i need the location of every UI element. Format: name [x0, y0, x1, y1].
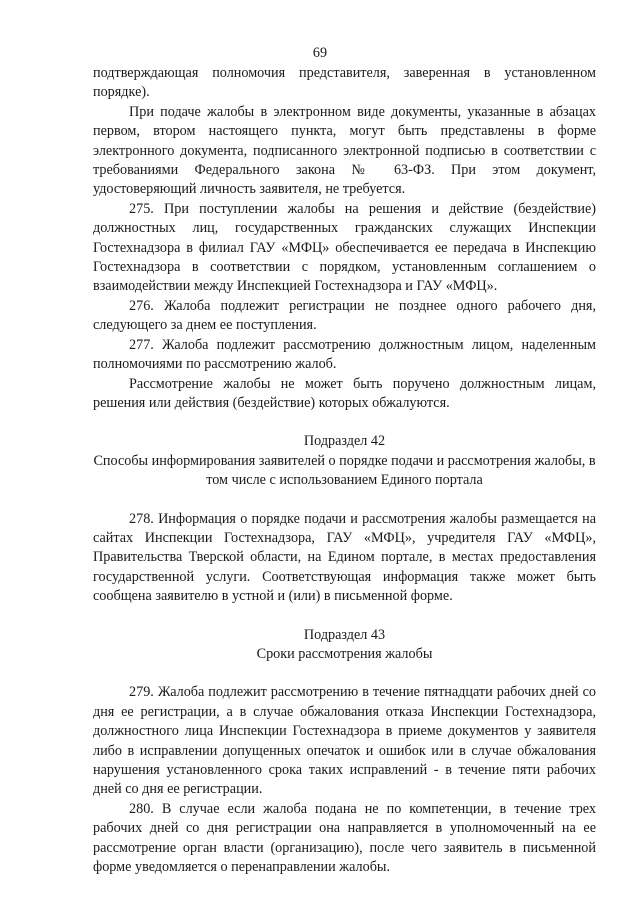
paragraph-280: 280. В случае если жалоба подана не по компетенции, в течение трех рабочих дней со дня регистрации она направляется в уполномоченный на ее рассмотрение орган власти (организацию), после чего заявитель в письменной форме уведомляется о перенаправлении жалобы.	[93, 800, 596, 876]
subsection-43-title: Сроки рассмотрения жалобы	[256, 645, 433, 662]
subsection-42-label: Подраздел 42	[303, 433, 386, 450]
paragraph-276: 276. Жалоба подлежит регистрации не позднее одного рабочего дня, следующего за днем ее поступления.	[93, 297, 596, 334]
page-body	[93, 64, 596, 877]
paragraph-277-continued: Рассмотрение жалобы не может быть поручено должностным лицам, решения или действия (бездействие) которых обжалуются.	[93, 375, 596, 411]
paragraph-277: 277. Жалоба подлежит рассмотрению должностным лицом, наделенным полномочиями по рассмотрению жалоб.	[93, 336, 596, 373]
paragraph-electronic-submission: При подаче жалобы в электронном виде документы, указанные в абзацах первом, втором настоящего пункта, могут быть представлены в форме электронного документа, подписанного электронной подписью в соответствии с требованиями Федерального закона № 63-ФЗ. При этом документ, удостоверяющий личность заявителя, не требуется.	[93, 103, 596, 198]
paragraph-275: 275. При поступлении жалобы на решения и действие (бездействие) должностных лиц, государственных гражданских служащих Инспекции Гостехнадзора в филиал ГАУ «МФЦ» обеспечивается ее передача в Инспекцию Гостехнадзора в соответствии с порядком, установленным соглашением о взаимодействии между Инспекцией Гостехнадзора и ГАУ «МФЦ».	[93, 200, 596, 295]
page-number: 69	[312, 45, 328, 61]
subsection-43-label: Подраздел 43	[303, 626, 386, 643]
paragraph-278: 278. Информация о порядке подачи и рассмотрения жалобы размещается на сайтах Инспекции Гостехнадзора, ГАУ «МФЦ», учредителя ГАУ «МФЦ», Правительства Тверской области, на Едином портале, в местах предоставления государственной услуги. Соответствующая информация также может быть сообщена заявителю в устной и (или) в письменной форме.	[93, 510, 596, 605]
paragraph-279: 279. Жалоба подлежит рассмотрению в течение пятнадцати рабочих дней со дня ее регистрации, а в случае обжалования отказа Инспекции Гостехнадзора, должностного лица Инспекции Гостехнадзора в приеме документов у заявителя либо в исправлении допущенных опечаток и ошибок или в случае обжалования нарушения установленного срока таких исправлений - в течение пяти рабочих дней со дня ее регистрации.	[93, 684, 596, 798]
subsection-42-title: Способы информирования заявителей о порядке подачи и рассмотрения жалобы, в том числе с использованием Единого портала	[93, 452, 596, 489]
paragraph-continuation: подтверждающая полномочия представителя, заверенная в установленном порядке).	[93, 65, 596, 101]
